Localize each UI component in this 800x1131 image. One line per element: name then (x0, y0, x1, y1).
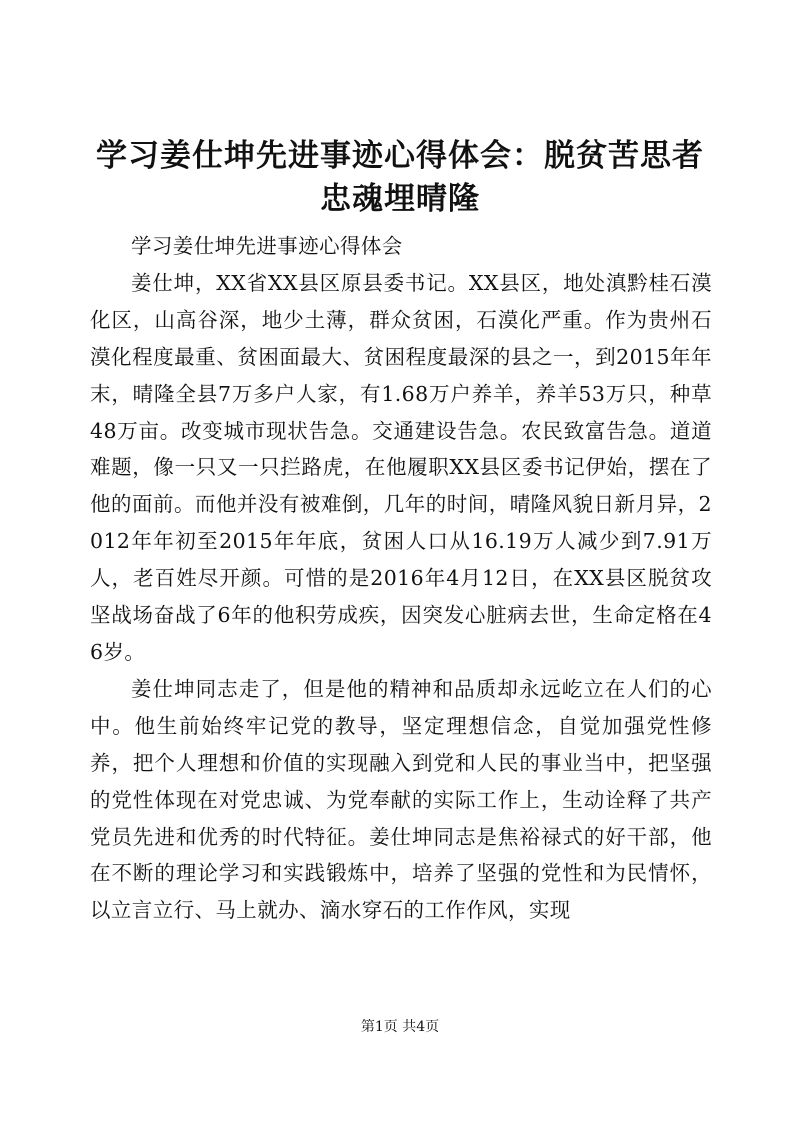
document-title: 学习姜仕坤先进事迹心得体会：脱贫苦思者忠魂埋晴隆 (96, 138, 704, 217)
page-footer: 第1页 共4页 (360, 1019, 440, 1035)
paragraph-subtitle: 学习姜仕坤先进事迹心得体会 (131, 234, 403, 258)
paragraph-spirit: 姜仕坤同志走了，但是他的精神和品质却永远屹立在人们的心中。他生前始终牢记党的教导，坚定理想信念，自觉加强党性修养，把个人理想和价值的实现融入到党和人民的事业当中，把坚强的党性体现在对党忠诚、为党奉献的实际工作上，生动诠释了共产党员先进和优秀的时代特征。姜仕坤同志是焦裕禄式的好干部，他在不断的理论学习和实践锻炼中，培养了坚强的党性和为民情怀，以立言立行、马上就办、滴水穿石的工作作风，实现 (90, 676, 712, 923)
document-body (90, 228, 712, 929)
paragraph-intro: 姜仕坤，XX省XX县区原县委书记。XX县区，地处滇黔桂石漠化区，山高谷深，地少土薄，群众贫困，石漠化严重。作为贵州石漠化程度最重、贫困面最大、贫困程度最深的县之一，到2015年年末，晴隆全县7万多户人家，有1.68万户养羊，养羊53万只，种草48万亩。改变城市现状告急。交通建设告急。农民致富告急。道道难题，像一只又一只拦路虎，在他履职XX县区委书记伊始，摆在了他的面前。而他并没有被难倒，几年的时间，晴隆风貌日新月异，2012年年初至2015年年底，贫困人口从16.19万人减少到7.91万人，老百姓尽开颜。可惜的是2016年4月12日，在XX县区脱贫攻坚战场奋战了6年的他积劳成疾，因突发心脏病去世，生命定格在46岁。 (90, 270, 712, 664)
